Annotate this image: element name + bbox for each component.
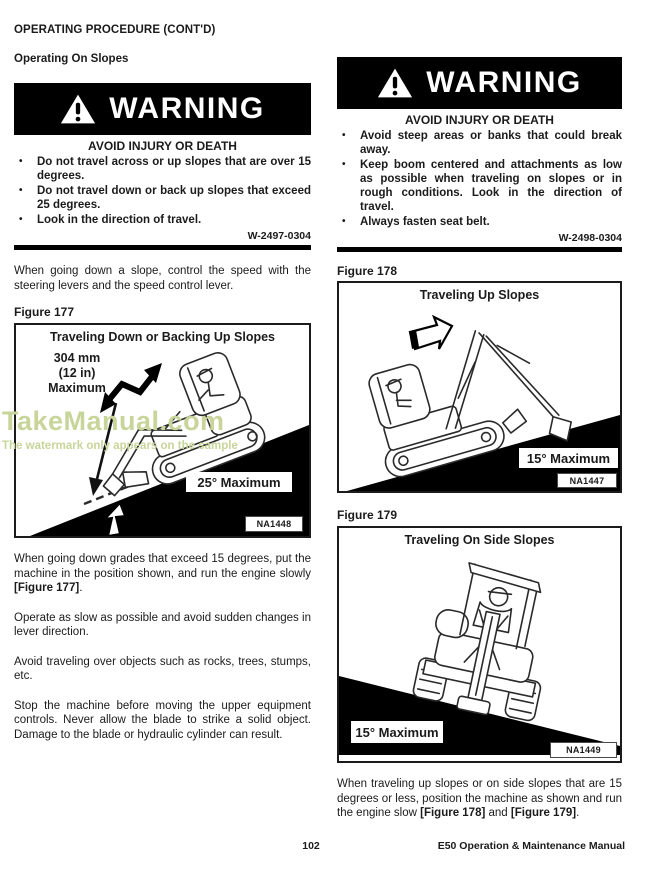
figure-178-title: Traveling Up Slopes [419,288,540,302]
paragraph-intro: When going down a slope, control the speed with the steering levers and the speed control lever. [14,265,311,292]
dimension-label [26,351,128,396]
figure-178 [337,281,622,493]
figure-179-title: Traveling On Side Slopes [404,533,555,547]
paragraph-text: When traveling up slopes or on side slopes that are 15 degrees or less, position the machine as shown and run the engine slow [337,778,622,819]
paragraph-closing [337,777,622,821]
bullet-icon: • [19,156,23,167]
max-slope-callout: 25° Maximum [186,472,292,492]
paragraph: Avoid traveling over objects such as rocks, trees, stumps, etc. [14,655,311,682]
figure-reference: [Figure 177] [14,582,80,594]
warning-bullet [337,158,622,214]
warning-triangle-icon [377,67,413,99]
warning-code: W-2498-0304 [558,232,622,244]
manual-title: E50 Operation & Maintenance Manual [437,840,625,852]
watermark-subtext: The watermark only appears on the sample [2,440,238,452]
warning-triangle-icon [60,93,96,125]
warning-heading: AVOID INJURY OR DEATH [405,113,554,127]
page-title: OPERATING PROCEDURE (CONT'D) [14,24,216,36]
bullet-icon: • [19,185,23,196]
warning-body [14,135,311,242]
max-slope-callout: 15° Maximum [351,721,443,743]
warning-box-left [14,83,311,250]
paragraph-text: and [485,807,511,819]
bullet-text: Always fasten seat belt. [360,216,490,228]
paragraph: Operate as slow as possible and avoid sudden changes in lever direction. [14,611,311,638]
warning-bullet [337,129,622,157]
figure-code: NA1448 [245,516,303,532]
warning-banner [14,83,311,135]
warning-bullet [14,184,311,212]
warning-bullet [337,215,622,229]
bullet-text: Do not travel down or back up slopes that exceed 25 degrees. [37,185,311,211]
page-number: 102 [302,840,320,852]
max-slope-callout: 15° Maximum [519,448,618,468]
excavator-drawing [412,557,563,725]
bullet-icon: • [342,159,346,170]
warning-box-right [337,57,622,252]
figure-178-label: Figure 178 [337,264,398,278]
dimension-line: Maximum [48,381,106,395]
section-title: Operating On Slopes [14,53,129,65]
warning-banner-label: WARNING [426,66,582,99]
bullet-text: Look in the direction of travel. [37,214,202,226]
warning-banner-label: WARNING [109,92,265,125]
paragraph-text: . [576,807,580,819]
bullet-icon: • [19,214,23,225]
paragraph: Stop the machine before moving the upper equipment controls. Never allow the blade to strike a solid object. Damage to the blade or hydraulic cylinder can result. [14,699,311,741]
bullet-icon: • [342,130,346,141]
warning-bullet [14,155,311,183]
right-column [337,57,622,821]
bullet-text: Keep boom centered and attachments as low as possible when traveling on slopes or in rough conditions. Look in the direction of travel. [360,159,622,213]
figure-179-label: Figure 179 [337,508,398,522]
figure-177-title: Traveling Down or Backing Up Slopes [49,330,276,344]
watermark-text: TakeManual.com [2,406,225,436]
warning-heading: AVOID INJURY OR DEATH [88,139,237,153]
figure-code: NA1449 [550,742,617,758]
figure-code: NA1447 [557,473,617,488]
warning-bottom-rule [14,245,311,250]
warning-banner [337,57,622,109]
figure-reference: [Figure 179] [510,807,577,819]
warning-bottom-rule [337,247,622,252]
left-column [14,24,311,742]
paragraph-text: . [79,582,83,594]
figure-179 [337,526,622,763]
warning-body [337,109,622,244]
figure-177 [14,323,311,538]
dimension-line: 304 mm [53,351,101,365]
figure-reference: [Figure 178] [420,807,486,819]
bullet-icon: • [342,216,346,227]
paragraph [14,552,311,596]
figure-177-label: Figure 177 [14,305,75,319]
paragraph-text: When going down grades that exceed 15 degrees, put the machine in the position shown, and run the engine slowly [14,553,311,580]
warning-code: W-2497-0304 [247,230,311,242]
bullet-text: Do not travel across or up slopes that are over 15 degrees. [37,156,311,182]
travel-direction-arrow [409,317,452,349]
dimension-line: (12 in) [58,366,96,380]
bullet-text: Avoid steep areas or banks that could break away. [360,130,622,156]
warning-bullet [14,213,311,227]
